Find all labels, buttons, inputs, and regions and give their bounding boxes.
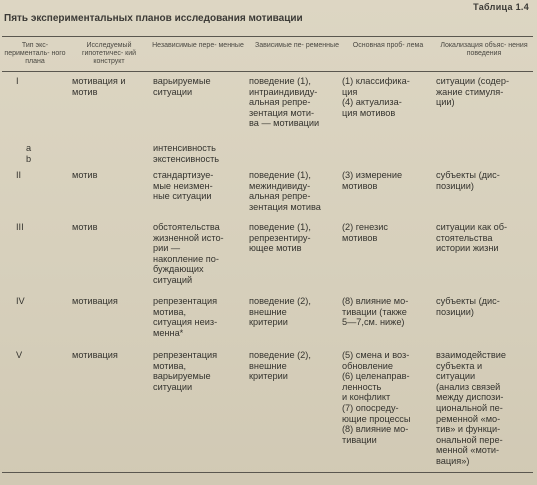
row-dependent: поведение (1), интраиндивиду- альная репре- зентация моти- ва — мотивации [249, 76, 320, 129]
row-localization: взаимодействие субъекта и ситуации (анализ связей между диспози- циональной пе- ременной «мо- тив» и функци- ональной пере- менной «моти- вация») [436, 350, 506, 466]
row-independent: стандартизуе- мые неизмен- ные ситуации [153, 170, 214, 202]
header-construct: Исследуемый гипотетичес- кий конструкт [81, 42, 137, 65]
row-independent: интенсивность экстенсивность [153, 143, 220, 164]
row-dependent: поведение (2), внешние критерии [249, 350, 311, 382]
row-problem: (5) смена и воз- обновление (6) целенаправ- ленность и конфликт (7) опосреду- ющие процессы (8) влияние мо- тивации [342, 350, 411, 445]
row-construct: мотивация [72, 350, 118, 360]
row-type: a b [26, 143, 32, 164]
row-type: V [16, 350, 23, 360]
row-problem: (1) классифика- ция (4) актуализа- ция мотивов [342, 76, 410, 118]
row-independent: репрезентация мотива, ситуация неиз- менна* [153, 296, 218, 338]
row-dependent: поведение (1), репрезентиру- ющее мотив [249, 222, 311, 254]
top-rule [2, 36, 533, 37]
header-problem: Основная проб- лема [352, 42, 424, 49]
row-construct: мотив [72, 170, 98, 180]
row-independent: обстоятельства жизненной исто- рии — накопление по- буждающих ситуаций [153, 222, 224, 285]
row-type: III [16, 222, 24, 232]
row-localization: ситуации (содер- жание стимуля- ции) [436, 76, 510, 108]
row-construct: мотив [72, 222, 98, 232]
row-problem: (3) измерение мотивов [342, 170, 403, 191]
row-problem: (8) влияние мо- тивации (также 5—7,см. ниже) [342, 296, 409, 328]
row-type: IV [16, 296, 25, 306]
header-rule [2, 71, 533, 72]
bottom-rule [2, 472, 533, 473]
row-construct: мотивация [72, 296, 118, 306]
header-independent: Независимые пере- менные [152, 42, 244, 49]
header-localization: Локализация объяс- нения поведения [440, 42, 528, 57]
header-dependent: Зависимые пе- ременные [255, 42, 339, 49]
row-type: II [16, 170, 22, 180]
row-independent: варьируемые ситуации [153, 76, 211, 97]
row-localization: субъекты (дис- позиции) [436, 170, 500, 191]
table-title: Пять экспериментальных планов исследования мотивации [4, 13, 303, 24]
row-dependent: поведение (1), межиндивиду- альная репре- зентация мотива [249, 170, 321, 212]
table-number: Таблица 1.4 [473, 2, 529, 12]
header-type: Тип экс- перименталь- ного плана [4, 42, 66, 65]
row-type: I [16, 76, 19, 86]
row-problem: (2) генезис мотивов [342, 222, 388, 243]
row-construct: мотивация и мотив [72, 76, 126, 97]
row-independent: репрезентация мотива, варьируемые ситуации [153, 350, 218, 392]
row-dependent: поведение (2), внешние критерии [249, 296, 311, 328]
row-localization: ситуации как об- стоятельства истории жизни [436, 222, 508, 254]
row-localization: субъекты (дис- позиции) [436, 296, 500, 317]
